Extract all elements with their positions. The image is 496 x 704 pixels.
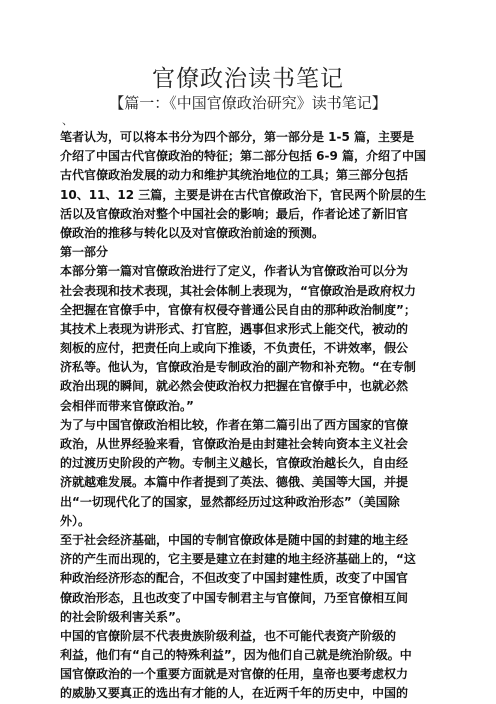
- text-line: 政治，从世界经验来看，官僚政治是由封建社会转向资本主义社会: [60, 437, 409, 451]
- text-line: 全把握在官僚手中，官僚有权侵夺普通公民自由的那种政治制度”；: [60, 302, 416, 317]
- text-line: 介绍了中国古代官僚政治的特征；第二部分包括 6-9 篇，介绍了中国: [60, 149, 427, 164]
- text-line: 为了与中国官僚政治相比较，作者在第二篇引出了西方国家的官僚: [60, 417, 409, 432]
- text-line: 济私等。他认为，官僚政治是专制政治的副产物和补充物。“在专制: [60, 360, 416, 375]
- text-line: 济的产生而出现的，它主要是建立在封建的地主经济基础上的，“这: [60, 552, 416, 567]
- text-line: 出“一切现代化了的国家，显然都经历过这种政治形态”（美国除: [60, 494, 400, 509]
- text-line: 的威胁又要真正的选出有才能的人，在近两千年的历史中，中国的: [60, 686, 409, 701]
- text-line: 种政治经济形态的配合，不但改变了中国封建性质，改变了中国官: [60, 571, 409, 586]
- text-line: 僚政治的推移与转化以及对官僚政治前途的预测。: [60, 225, 325, 240]
- text-line: 社会表现和技术表现，其社会体制上表现为，“官僚政治是政府权力: [60, 283, 416, 298]
- section-heading: 第一部分: [60, 245, 109, 260]
- text-line: 其技术上表现为讲形式、打官腔，遇事但求形式上能交代，被动的: [60, 321, 409, 336]
- text-line: 利益，他们有“自己的特殊利益”，因为他们自己就是统治阶级。中: [60, 648, 412, 663]
- text-line: 会相伴而带来官僚政治。”: [60, 398, 194, 413]
- text-line: 外）。: [60, 513, 91, 528]
- text-line: 笔者认为，可以将本书分为四个部分，第一部分是 1-5 篇，主要是: [60, 130, 415, 144]
- text-line: 至于社会经济基础，中国的专制官僚政体是随中国的封建的地主经: [60, 532, 409, 547]
- text-line: 国官僚政治的一个重要方面就是对官僚的任用，皇帝也要考虑权力: [60, 667, 409, 682]
- document-body: [60, 128, 435, 704]
- text-line: 济就越难发展。本篇中作者提到了英法、德俄、美国等大国，并提: [60, 475, 409, 490]
- text-line: 本部分第一篇对官僚政治进行了定义，作者认为官僚政治可以分为: [60, 264, 409, 279]
- text-line: 古代官僚政治发展的动力和维护其统治地位的工具；第三部分包括: [60, 168, 409, 183]
- text-line: 刻板的应付，把责任向上或向下推诿，不负责任，不讲效率，假公: [60, 341, 409, 356]
- text-line: 的社会阶级利害关系”。: [60, 609, 188, 624]
- text-line: 僚政治形态，且也改变了中国专制君主与官僚间，乃至官僚相互间: [60, 590, 409, 605]
- text-line: 政治出现的瞬间，就必然会使政治权力把握在官僚手中，也就必然: [60, 379, 409, 394]
- document-title: 官僚政治读书笔记: [152, 66, 344, 92]
- document-subtitle: 【篇一：《中国官僚政治研究》读书笔记】: [109, 94, 387, 112]
- text-line: 10、11、12 三篇，主要是讲在古代官僚政治下，官民两个阶层的生: [60, 187, 427, 202]
- text-line: 中国的官僚阶层不代表贵族阶级利益，也不可能代表资产阶级的: [60, 628, 397, 643]
- stray-mark: 、: [62, 114, 73, 127]
- text-line: 的过渡历史阶段的产物。专制主义越长，官僚政治越长久，自由经: [60, 456, 409, 471]
- text-line: 活以及官僚政治对整个中国社会的影响；最后，作者论述了新旧官: [60, 206, 409, 221]
